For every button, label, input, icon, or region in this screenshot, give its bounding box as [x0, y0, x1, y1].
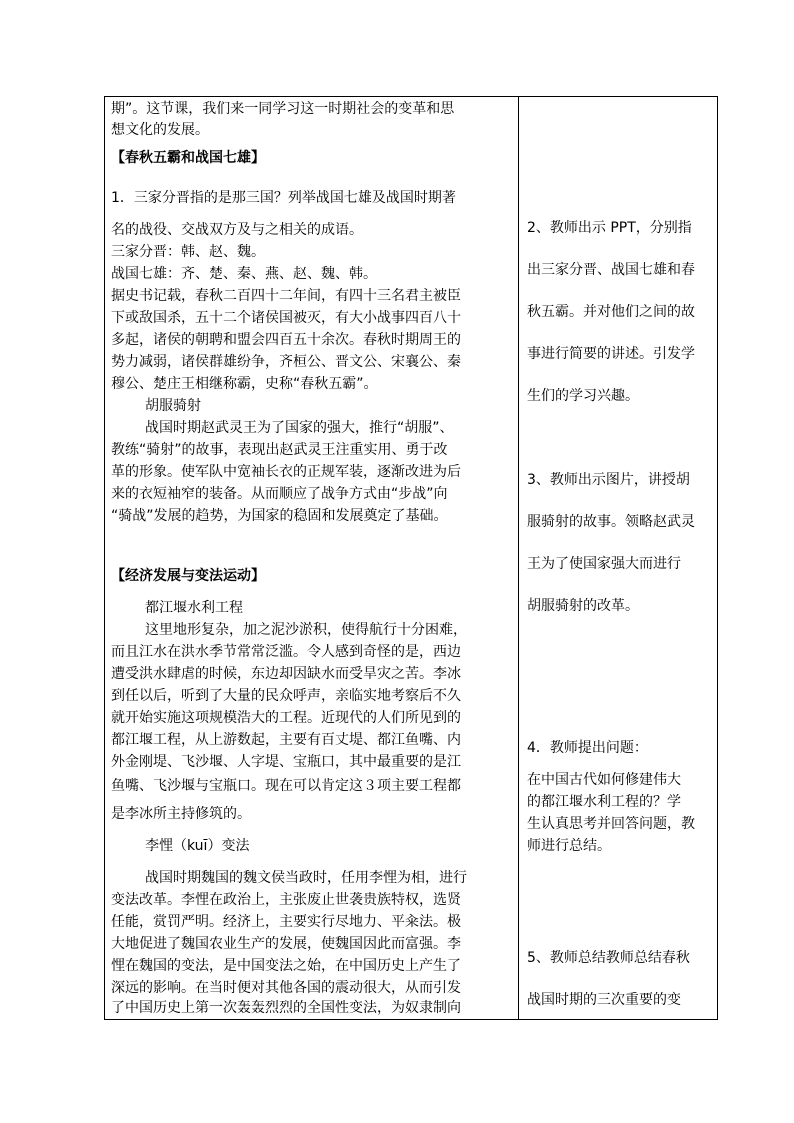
text-line: 到任以后，听到了大量的民众呼声，亲临实地考察后不久 — [111, 688, 461, 704]
text-line: 下或敌国杀，五十二个诸侯国被灭，有大小战事四百八十 — [111, 310, 461, 326]
text-line: 来的衣短袖窄的装备。从而顺应了战争方式由“步战”向 — [111, 486, 448, 502]
subheading: 胡服骑射 — [145, 398, 201, 414]
note-line: 师进行总结。 — [527, 838, 611, 854]
text-line: 都江堰工程，从上游数起，主要有百丈堤、都江鱼嘴、内 — [111, 732, 461, 748]
text-line: 遭受洪水肆虐的时候，东边却因缺水而受旱灾之苦。李冰 — [111, 666, 461, 682]
text-line: 教练“骑射”的故事，表现出赵武灵王注重实用、勇于改 — [111, 442, 448, 458]
subheading: 李悝（kuī）变法 — [145, 838, 250, 854]
text-line: 多起，诸侯的朝聘和盟会四百五十余次。春秋时期周王的 — [111, 332, 461, 348]
text-line: 据史书记载，春秋二百四十二年间，有四十三名君主被臣 — [111, 288, 461, 304]
text-line: “骑战”发展的趋势，为国家的稳固和发展奠定了基础。 — [111, 508, 448, 524]
text-line: 是李冰所主持修筑的。 — [111, 806, 251, 822]
text-line: 悝在魏国的变法，是中国变法之始，在中国历史上产生了 — [111, 958, 461, 974]
lesson-table — [104, 96, 718, 1020]
text-line: 期”。这节课，我们来一同学习这一时期社会的变革和思 — [111, 101, 455, 117]
text-line: 革的形象。使军队中宽袖长衣的正规军装，逐渐改进为后 — [111, 464, 461, 480]
note-line: 事进行简要的讲述。引发学 — [527, 346, 695, 362]
text-line: 战国时期魏国的魏文侯当政时，任用李悝为相，进行 — [145, 870, 467, 886]
note-line: 战国时期的三次重要的变 — [527, 992, 681, 1008]
text-line: 任能，赏罚严明。经济上，主要实行尽地力、平籴法。极 — [111, 914, 461, 930]
content-column — [105, 97, 519, 1019]
teaching-notes-column — [519, 97, 717, 1019]
subheading: 都江堰水利工程 — [145, 600, 243, 616]
question-line: 1．三家分晋指的是那三国？列举战国七雄及战国时期著 — [111, 190, 456, 206]
text-line: 三家分晋：韩、赵、魏。 — [111, 244, 265, 260]
note-line: 3、教师出示图片，讲授胡 — [527, 472, 690, 488]
text-line: 这里地形复杂，加之泥沙淤积，使得航行十分困难， — [145, 622, 467, 638]
text-line: 了中国历史上第一次轰轰烈烈的全国性变法，为奴隶制向 — [111, 1000, 461, 1016]
note-line: 的都江堰水利工程的？学 — [527, 794, 681, 810]
note-line: 出三家分晋、战国七雄和春 — [527, 262, 695, 278]
text-line: 势力减弱，诸侯群雄纷争，齐桓公、晋文公、宋襄公、秦 — [111, 354, 461, 370]
text-line: 鱼嘴、飞沙堰与宝瓶口。现在可以肯定这３项主要工程都 — [111, 778, 461, 794]
section-heading: 【经济发展与变法运动】 — [111, 568, 265, 584]
note-line: 服骑射的故事。领略赵武灵 — [527, 514, 695, 530]
text-line: 大地促进了魏国农业生产的发展，使魏国因此而富强。李 — [111, 936, 461, 952]
section-heading: 【春秋五霸和战国七雄】 — [111, 150, 265, 166]
note-line: 生认真思考并回答问题，教 — [527, 816, 695, 832]
note-line: 2、教师出示 PPT，分别指 — [527, 220, 692, 236]
text-line: 想文化的发展。 — [111, 122, 209, 138]
note-line: 秋五霸。并对他们之间的故 — [527, 304, 695, 320]
text-line: 变法改革。李悝在政治上，主张废止世袭贵族特权，选贤 — [111, 892, 461, 908]
text-line: 外金刚堤、飞沙堰、人字堤、宝瓶口，其中最重要的是江 — [111, 754, 461, 770]
text-line: 就开始实施这项规模浩大的工程。近现代的人们所见到的 — [111, 710, 461, 726]
text-line: 穆公、楚庄王相继称霸，史称“春秋五霸”。 — [111, 376, 378, 392]
text-line: 而且江水在洪水季节常常泛滥。令人感到奇怪的是，西边 — [111, 644, 461, 660]
text-line: 深远的影响。在当时便对其他各国的震动很大，从而引发 — [111, 980, 461, 996]
text-line: 战国七雄：齐、楚、秦、燕、赵、魏、韩。 — [111, 266, 377, 282]
note-line: 5、教师总结教师总结春秋 — [527, 950, 690, 966]
note-line: 4．教师提出问题： — [527, 740, 648, 756]
note-line: 胡服骑射的改革。 — [527, 598, 639, 614]
note-line: 生们的学习兴趣。 — [527, 388, 639, 404]
text-line: 战国时期赵武灵王为了国家的强大，推行“胡服”、 — [145, 420, 454, 436]
note-line: 在中国古代如何修建伟大 — [527, 772, 681, 788]
note-line: 王为了使国家强大而进行 — [527, 556, 681, 572]
question-line: 名的战役、交战双方及与之相关的成语。 — [111, 222, 363, 238]
